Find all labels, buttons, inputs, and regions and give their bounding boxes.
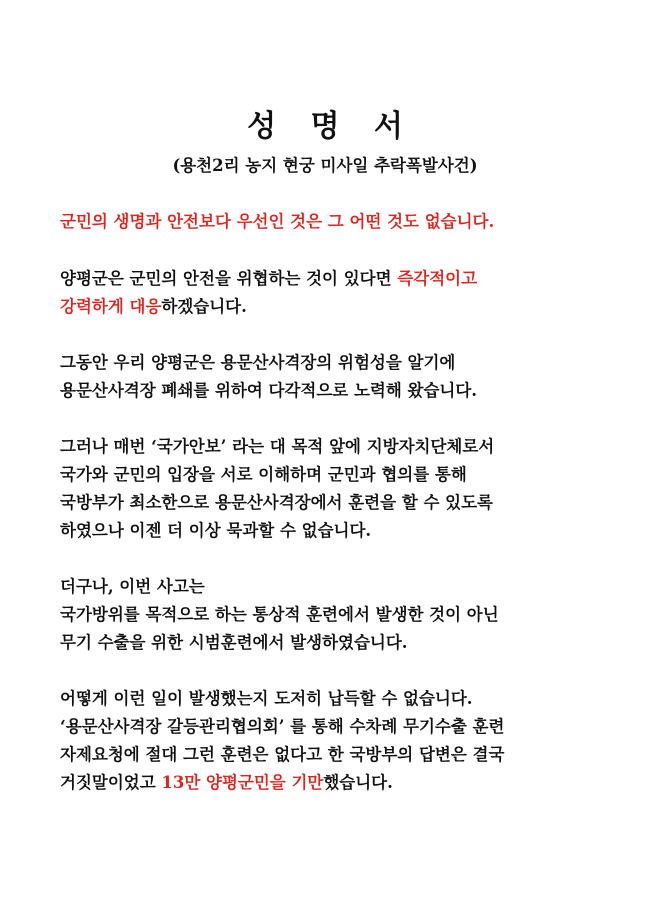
paragraph-5-line-1: 더구나, 이번 사고는 (60, 577, 205, 596)
paragraph-2-line-2 (60, 295, 247, 319)
paragraph-4-line-3: 국방부가 최소한으로 용문산사격장에서 훈련을 할 수 있도록 (60, 493, 493, 512)
document-title: 성 명 서 (247, 109, 415, 144)
paragraph-6-text-end: 했습니다. (323, 773, 393, 792)
paragraph-6-line-4 (60, 771, 393, 795)
paragraph-6-text: 거짓말이었고 (60, 773, 162, 792)
paragraph-4-line-2: 국가와 군민의 입장을 서로 이해하며 군민과 협의를 통해 (60, 465, 467, 484)
paragraph-6-line-3: 자제요청에 절대 그런 훈련은 없다고 한 국방부의 답변은 결국 (60, 745, 505, 764)
paragraph-2-text-2: 하겠습니다. (161, 297, 247, 316)
paragraph-6-emphasis: 13만 양평군민을 기만 (161, 773, 324, 792)
paragraph-2-line-1 (60, 267, 477, 291)
paragraph-1-line-1: 군민의 생명과 안전보다 우선인 것은 그 어떤 것도 없습니다. (60, 212, 495, 231)
paragraph-6-line-2: ‘용문산사격장 갈등관리협의회’ 를 통해 수차례 무기수출 훈련 (60, 717, 505, 736)
paragraph-5-line-3: 무기 수출을 위한 시범훈련에서 발생하였습니다. (60, 633, 408, 652)
paragraph-4-line-1: 그러나 매번 ‘국가안보’ 라는 대 목적 앞에 지방자치단체로서 (60, 437, 495, 456)
paragraph-2-emphasis-2: 강력하게 대응 (60, 297, 162, 316)
document-subtitle: (용천2리 농지 현궁 미사일 추락폭발사건) (172, 156, 478, 175)
paragraph-3-line-1: 그동안 우리 양평군은 용문산사격장의 위험성을 알기에 (60, 353, 456, 372)
paragraph-4-line-4: 하였으나 이젠 더 이상 묵과할 수 없습니다. (60, 521, 372, 540)
paragraph-5-line-2: 국가방위를 목적으로 하는 통상적 훈련에서 발생한 것이 아닌 (60, 605, 499, 624)
paragraph-6-line-1: 어떻게 이런 일이 발생했는지 도저히 납득할 수 없습니다. (60, 689, 473, 708)
paragraph-2-text: 양평군은 군민의 안전을 위협하는 것이 있다면 (60, 269, 398, 288)
paragraph-3-line-2: 용문산사격장 폐쇄를 위하여 다각적으로 노력해 왔습니다. (60, 381, 478, 400)
paragraph-2-emphasis: 즉각적이고 (397, 269, 478, 288)
